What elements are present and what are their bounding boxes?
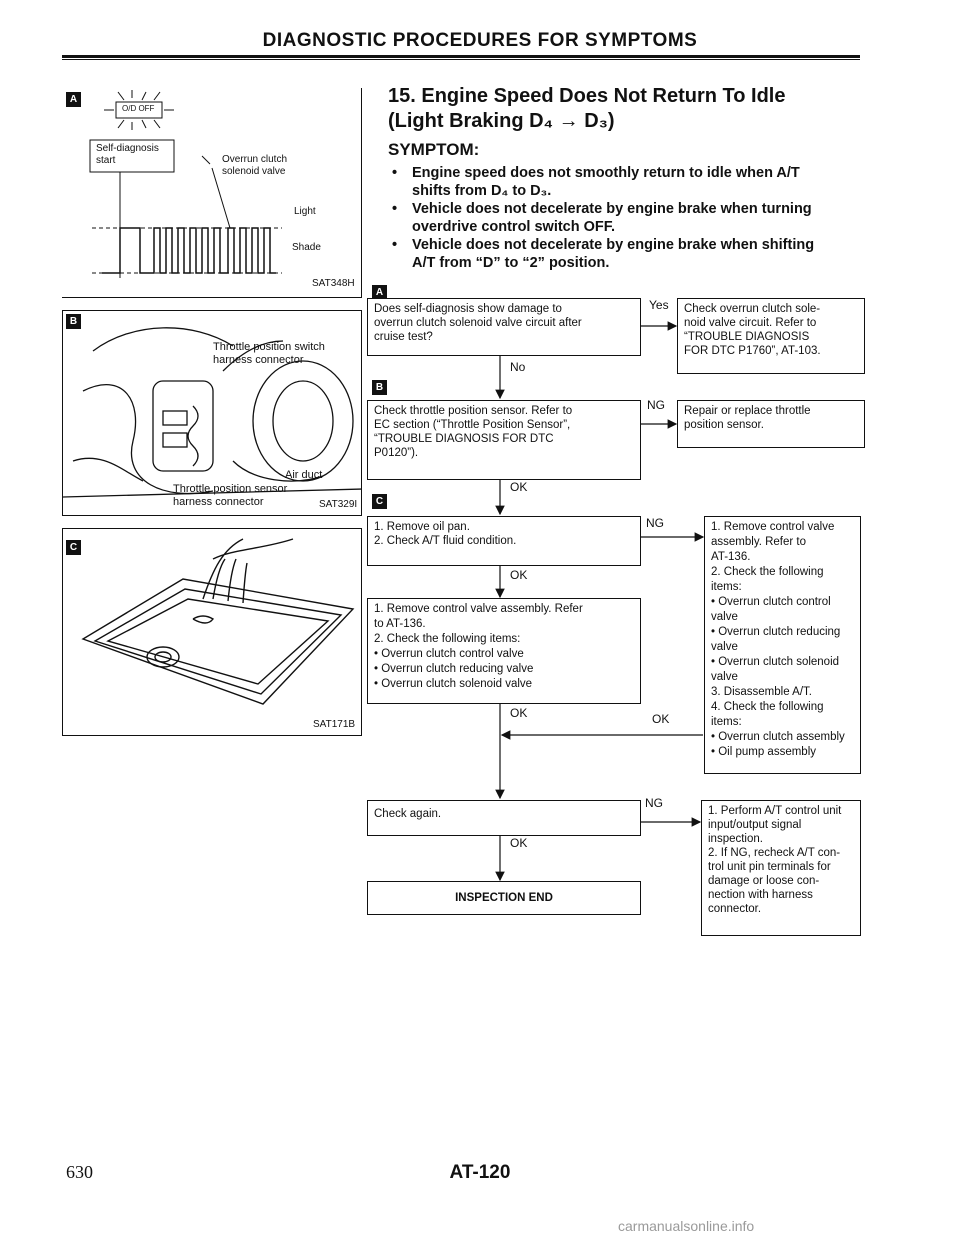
step-c-ng-ok-label: OK: [652, 712, 670, 726]
step-d-ok-label: OK: [510, 706, 528, 720]
step-a-no-label: No: [510, 360, 526, 374]
page-header: DIAGNOSTIC PROCEDURES FOR SYMPTOMS: [262, 30, 698, 51]
od-off-label: O/D OFF: [122, 104, 155, 113]
step-d-box: 1. Remove control valve assembly. Refer to AT-136. 2. Check the following items: • Overrun clutch control valve • Overrun clutch reducing valve • Overrun clutch solenoid valve: [367, 598, 641, 704]
step-c-ng-label: NG: [646, 516, 664, 530]
step-b-ng-box: Repair or replace throttle position sensor.: [677, 400, 865, 448]
inspection-end-box: INSPECTION END: [367, 881, 641, 915]
section-title: 15. Engine Speed Does Not Return To Idle (Light Braking D₄ → D₃): [388, 85, 786, 132]
tps-switch-label: Throttle position switch harness connector: [213, 341, 325, 366]
step-c-question: 1. Remove oil pan. 2. Check A/T fluid condition.: [367, 516, 641, 566]
flow-marker-b: B: [372, 380, 387, 395]
page-code: AT-120: [449, 1162, 511, 1183]
step-b-ok-label: OK: [510, 480, 528, 494]
shade-label: Shade: [292, 242, 321, 253]
overrun-label: Overrun clutch solenoid valve: [222, 154, 288, 177]
marker-c: C: [66, 540, 81, 555]
figure-b-code: SAT329I: [319, 499, 358, 510]
step-e-ng-label: NG: [645, 796, 663, 810]
step-b-question: Check throttle position sensor. Refer to EC section (“Throttle Position Sensor”, “TROUBLE DIAGNOSIS FOR DTC P0120”).: [367, 400, 641, 480]
symptom-heading: SYMPTOM:: [388, 140, 480, 159]
watermark: carmanualsonline.info: [618, 1218, 755, 1234]
figure-c-code: SAT171B: [313, 719, 356, 730]
step-e-ng-box: 1. Perform A/T control unit input/output signal inspection. 2. If NG, recheck A/T con- trol unit pin terminals for damage or loose con- nection with harness connector.: [701, 800, 861, 936]
tps-sensor-label: Throttle position sensor harness connector: [173, 483, 288, 508]
step-e-ok-label: OK: [510, 836, 528, 850]
page-number: 630: [66, 1162, 93, 1182]
flow-marker-c: C: [372, 494, 387, 509]
step-a-question: Does self-diagnosis show damage to overrun clutch solenoid valve circuit after cruise test?: [367, 298, 641, 356]
marker-b: B: [66, 314, 81, 329]
flow-marker-a: A: [372, 285, 387, 300]
step-c-ng-box: 1. Remove control valve assembly. Refer to AT-136. 2. Check the following items: • Overrun clutch control valve • Overrun clutch reducing valve • Overrun clutch solenoid valve 3. Disassemble A/T. 4. Check the following items: • Overrun clutch assembly • Oil pump assembly: [704, 516, 861, 774]
light-label: Light: [294, 206, 316, 217]
marker-a: A: [66, 92, 81, 107]
step-a-yes-label: Yes: [649, 298, 669, 312]
air-duct-label: Air duct: [285, 469, 323, 481]
self-diag-label: Self-diagnosis start: [96, 143, 159, 166]
step-b-ng-label: NG: [647, 398, 665, 412]
figure-a-code: SAT348H: [312, 278, 355, 289]
step-a-yes-box: Check overrun clutch sole- noid valve circuit. Refer to “TROUBLE DIAGNOSIS FOR DTC P1760”, AT-103.: [677, 298, 865, 374]
step-c-ok-label: OK: [510, 568, 528, 582]
step-e-question: Check again.: [367, 800, 641, 836]
